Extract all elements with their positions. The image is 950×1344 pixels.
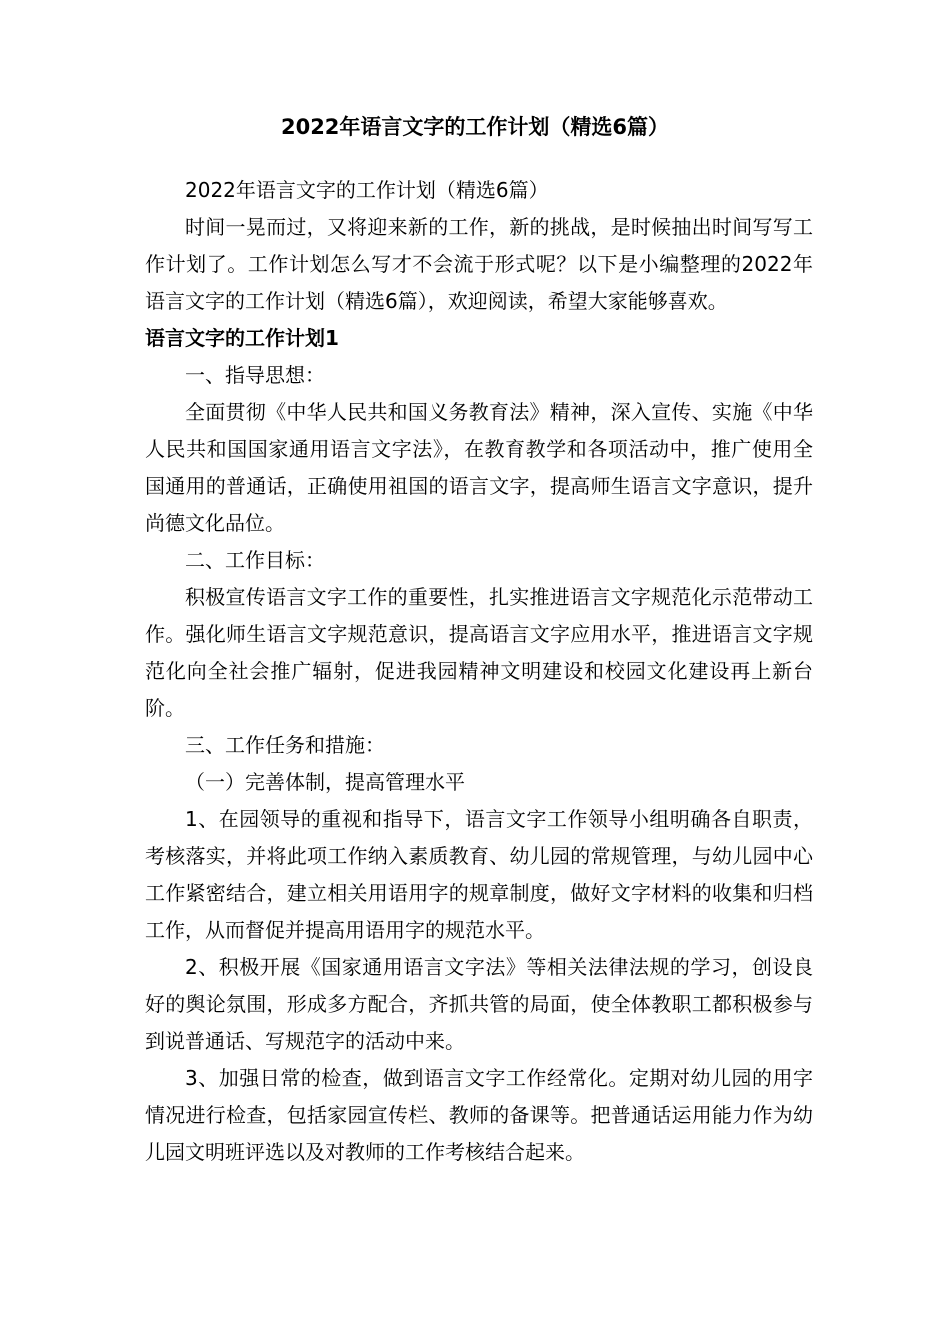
subsection-heading-tasks: 三、工作任务和措施： <box>185 733 385 757</box>
section-heading: 语言文字的工作计划1 <box>145 326 339 350</box>
document-body <box>145 172 813 1171</box>
intro-paragraph: 时间一晃而过，又将迎来新的工作，新的挑战，是时候抽出时间写写工作计划了。工作计划怎么写才不会流于形式呢？以下是小编整理的2022年语言文字的工作计划（精选6篇），欢迎阅读，希望大家能够喜欢。 <box>145 215 813 313</box>
list-item: 3、加强日常的检查，做到语言文字工作经常化。定期对幼儿园的用字情况进行检查，包括家园宣传栏、教师的备课等。把普通话运用能力作为幼儿园文明班评选以及对教师的工作考核结合起来。 <box>145 1066 813 1164</box>
subtitle-paragraph: 2022年语言文字的工作计划（精选6篇） <box>185 178 549 202</box>
list-item: 1、在园领导的重视和指导下，语言文字工作领导小组明确各自职责，考核落实，并将此项工作纳入素质教育、幼儿园的常规管理，与幼儿园中心工作紧密结合，建立相关用语用字的规章制度，做好文字材料的收集和归档工作，从而督促并提高用语用字的规范水平。 <box>145 807 813 942</box>
guiding-ideology-paragraph: 全面贯彻《中华人民共和国义务教育法》精神，深入宣传、实施《中华人民共和国国家通用语言文字法》，在教育教学和各项活动中，推广使用全国通用的普通话，正确使用祖国的语言文字，提高师生语言文字意识，提升尚德文化品位。 <box>145 400 813 535</box>
subsection-heading-guiding-ideology: 一、指导思想： <box>185 363 325 387</box>
tasks-subheading: （一）完善体制，提高管理水平 <box>185 770 465 794</box>
subsection-heading-work-goals: 二、工作目标： <box>185 548 325 572</box>
work-goals-paragraph: 积极宣传语言文字工作的重要性，扎实推进语言文字规范化示范带动工作。强化师生语言文字规范意识，提高语言文字应用水平，推进语言文字规范化向全社会推广辐射，促进我园精神文明建设和校园文化建设再上新台阶。 <box>145 585 813 720</box>
document-title: 2022年语言文字的工作计划（精选6篇） <box>280 115 670 139</box>
list-item: 2、积极开展《国家通用语言文字法》等相关法律法规的学习，创设良好的舆论氛围，形成多方配合，齐抓共管的局面，使全体教职工都积极参与到说普通话、写规范字的活动中来。 <box>145 955 813 1053</box>
